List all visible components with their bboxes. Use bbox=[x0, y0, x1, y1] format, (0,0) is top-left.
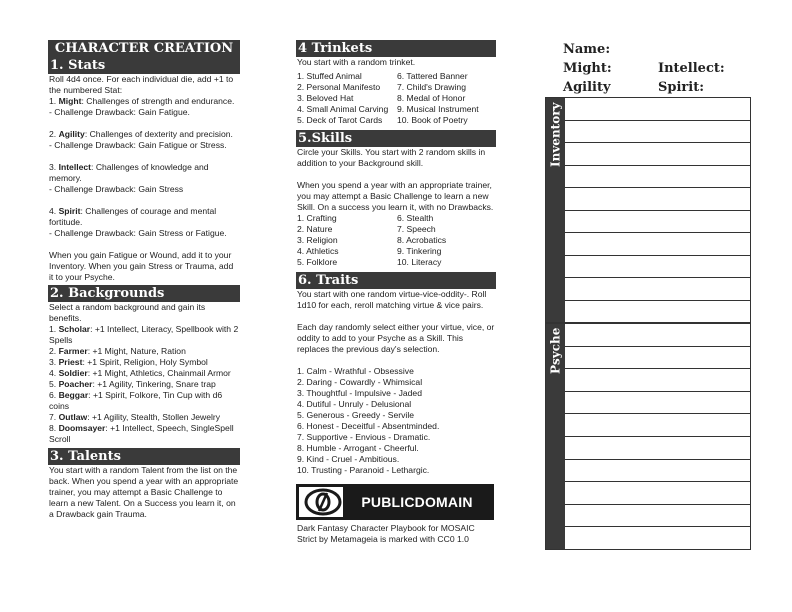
stat-intellect: 3. Intellect: Challenges of knowledge and memory. bbox=[49, 162, 209, 183]
column-trinkets-skills-traits bbox=[296, 40, 496, 545]
psyche-slot[interactable] bbox=[565, 324, 750, 347]
trait-item: 7. Supportive - Envious - Dramatic. bbox=[297, 432, 431, 442]
credit-line-1: Dark Fantasy Character Playbook for MOSAIC bbox=[297, 523, 475, 533]
stats-outro: When you gain Fatigue or Wound, add it to your Inventory. When you gain Stress or Trauma, add it to your Psyche. bbox=[49, 250, 234, 282]
skill-item: 10. Literacy bbox=[397, 257, 442, 267]
inventory-slot[interactable] bbox=[565, 166, 750, 189]
backgrounds-list bbox=[48, 324, 240, 445]
traits-list bbox=[296, 366, 496, 476]
inventory-slot[interactable] bbox=[565, 121, 750, 144]
inventory-grid bbox=[545, 97, 751, 323]
traits-header: 6. Traits bbox=[296, 272, 496, 289]
name-label: Name: bbox=[563, 42, 611, 57]
trinkets-intro: You start with a random trinket. bbox=[297, 57, 416, 67]
trinket-item: 5. Deck of Tarot Cards bbox=[297, 115, 383, 125]
trait-item: 3. Thoughtful - Impulsive - Jaded bbox=[297, 388, 422, 398]
inventory-label: Inventory bbox=[548, 102, 563, 167]
psyche-label: Psyche bbox=[548, 328, 563, 375]
trait-item: 6. Honest - Deceitful - Absentminded. bbox=[297, 421, 440, 431]
inventory-slot[interactable] bbox=[565, 256, 750, 279]
pd-zero-icon bbox=[303, 488, 343, 516]
backgrounds-header: 2. Backgrounds bbox=[48, 285, 240, 302]
trinket-item: 4. Small Animal Carving bbox=[297, 104, 389, 114]
trait-item: 5. Generous - Greedy - Servile bbox=[297, 410, 415, 420]
background-item: 4. Soldier: +1 Might, Athletics, Chainmail Armor bbox=[49, 368, 231, 378]
trait-item: 9. Kind - Cruel - Ambitious. bbox=[297, 454, 400, 464]
psyche-slot[interactable] bbox=[565, 347, 750, 370]
skill-item: 4. Athletics bbox=[297, 246, 339, 256]
inventory-slot[interactable] bbox=[565, 211, 750, 234]
skill-item: 2. Nature bbox=[297, 224, 333, 234]
background-item: 2. Farmer: +1 Might, Nature, Ration bbox=[49, 346, 186, 356]
traits-daily: Each day randomly select either your virtue, vice, or oddity to add to your Psyche as a Skill. This replaces the previous day's selection. bbox=[297, 322, 495, 354]
inventory-side-bar bbox=[546, 98, 565, 322]
agility-label: Agility bbox=[563, 80, 611, 95]
character-fields bbox=[563, 40, 763, 97]
psyche-slot[interactable] bbox=[565, 527, 750, 549]
psyche-slot[interactable] bbox=[565, 369, 750, 392]
background-item: 3. Priest: +1 Spirit, Religion, Holy Symbol bbox=[49, 357, 208, 367]
trait-item: 8. Humble - Arrogant - Cheerful. bbox=[297, 443, 419, 453]
inventory-slot[interactable] bbox=[565, 188, 750, 211]
trinket-item: 9. Musical Instrument bbox=[397, 104, 479, 114]
credit-line-2: Strict by Metamageia is marked with CC0 1.0 bbox=[297, 534, 469, 544]
trinket-item: 2. Personal Manifesto bbox=[297, 82, 381, 92]
psyche-grid bbox=[545, 323, 751, 550]
trait-item: 10. Trusting - Paranoid - Lethargic. bbox=[297, 465, 430, 475]
talents-text: You start with a random Talent from the list on the back. When you spend a year with an appropriate trainer, you may attempt a Basic Challenge to learn a new Talent. On a Success you learn it, on a Drawback gain Trauma. bbox=[49, 465, 239, 519]
trait-item: 1. Calm - Wrathful - Obsessive bbox=[297, 366, 414, 376]
inventory-slot[interactable] bbox=[565, 278, 750, 301]
skill-item: 3. Religion bbox=[297, 235, 338, 245]
column-character-creation bbox=[48, 40, 240, 520]
psyche-slot[interactable] bbox=[565, 414, 750, 437]
spirit-label: Spirit: bbox=[658, 80, 705, 95]
stat-intellect-drawback: - Challenge Drawback: Gain Stress bbox=[49, 184, 184, 194]
psyche-slot[interactable] bbox=[565, 505, 750, 528]
stats-header: 1. Stats bbox=[48, 57, 240, 74]
skill-item: 1. Crafting bbox=[297, 213, 337, 223]
inventory-slot[interactable] bbox=[565, 233, 750, 256]
background-item: 5. Poacher: +1 Agility, Tinkering, Snare trap bbox=[49, 379, 216, 389]
psyche-slot[interactable] bbox=[565, 392, 750, 415]
skills-list bbox=[296, 213, 496, 268]
trinkets-header: 4 Trinkets bbox=[296, 40, 496, 57]
stat-might: 1. Might: Challenges of strength and endurance. bbox=[49, 96, 235, 106]
psyche-slot[interactable] bbox=[565, 437, 750, 460]
stats-intro: Roll 4d4 once. For each individual die, add +1 to the numbered Stat: bbox=[49, 74, 234, 95]
psyche-side-bar bbox=[546, 324, 565, 549]
public-domain-logo bbox=[296, 484, 494, 520]
psyche-slot[interactable] bbox=[565, 482, 750, 505]
trait-item: 4. Dutiful - Unruly - Delusional bbox=[297, 399, 412, 409]
psyche-slot[interactable] bbox=[565, 460, 750, 483]
stat-spirit-drawback: - Challenge Drawback: Gain Stress or Fatigue. bbox=[49, 228, 227, 238]
traits-intro: You start with one random virtue-vice-oddity-. Roll 1d10 for each, reroll matching virtue & vice pairs. bbox=[297, 289, 487, 310]
skills-header: 5.Skills bbox=[296, 130, 496, 147]
stat-might-drawback: - Challenge Drawback: Gain Fatigue. bbox=[49, 107, 190, 117]
public-domain-text: PUBLICDOMAIN bbox=[343, 487, 491, 517]
backgrounds-intro: Select a random background and gain its benefits. bbox=[49, 302, 206, 323]
skills-train: When you spend a year with an appropriate trainer, you may attempt a Basic Challenge to learn a new Skill. On a success you learn it, with no Drawbacks. bbox=[297, 180, 494, 212]
stat-agility: 2. Agility: Challenges of dexterity and precision. bbox=[49, 129, 233, 139]
might-label: Might: bbox=[563, 61, 612, 76]
trinket-item: 7. Child's Drawing bbox=[397, 82, 466, 92]
skill-item: 6. Stealth bbox=[397, 213, 434, 223]
trinkets-list bbox=[296, 71, 496, 126]
inventory-slot[interactable] bbox=[565, 143, 750, 166]
stat-agility-drawback: - Challenge Drawback: Gain Fatigue or Stress. bbox=[49, 140, 227, 150]
trait-item: 2. Daring - Cowardly - Whimsical bbox=[297, 377, 423, 387]
trinket-item: 10. Book of Poetry bbox=[397, 115, 468, 125]
background-item: 6. Beggar: +1 Spirit, Folkore, Tin Cup with d6 coins bbox=[49, 390, 223, 411]
stat-spirit: 4. Spirit: Challenges of courage and mental fortitude. bbox=[49, 206, 217, 227]
trinket-item: 3. Beloved Hat bbox=[297, 93, 354, 103]
inventory-slot[interactable] bbox=[565, 98, 750, 121]
trinket-item: 1. Stuffed Animal bbox=[297, 71, 362, 81]
inventory-slot[interactable] bbox=[565, 301, 750, 323]
skills-intro: Circle your Skills. You start with 2 random skills in addition to your Background skill. bbox=[297, 147, 486, 168]
trinket-item: 6. Tattered Banner bbox=[397, 71, 468, 81]
background-item: 8. Doomsayer: +1 Intellect, Speech, SingleSpell Scroll bbox=[49, 423, 234, 444]
trinket-item: 8. Medal of Honor bbox=[397, 93, 466, 103]
skill-item: 7. Speech bbox=[397, 224, 436, 234]
skill-item: 5. Folklore bbox=[297, 257, 338, 267]
talents-header: 3. Talents bbox=[48, 448, 240, 465]
skill-item: 9. Tinkering bbox=[397, 246, 442, 256]
intellect-label: Intellect: bbox=[658, 61, 725, 76]
page-title: CHARACTER CREATION bbox=[48, 40, 240, 57]
skill-item: 8. Acrobatics bbox=[397, 235, 447, 245]
background-item: 7. Outlaw: +1 Agility, Stealth, Stollen Jewelry bbox=[49, 412, 221, 422]
background-item: 1. Scholar: +1 Intellect, Literacy, Spellbook with 2 Spells bbox=[49, 324, 239, 345]
